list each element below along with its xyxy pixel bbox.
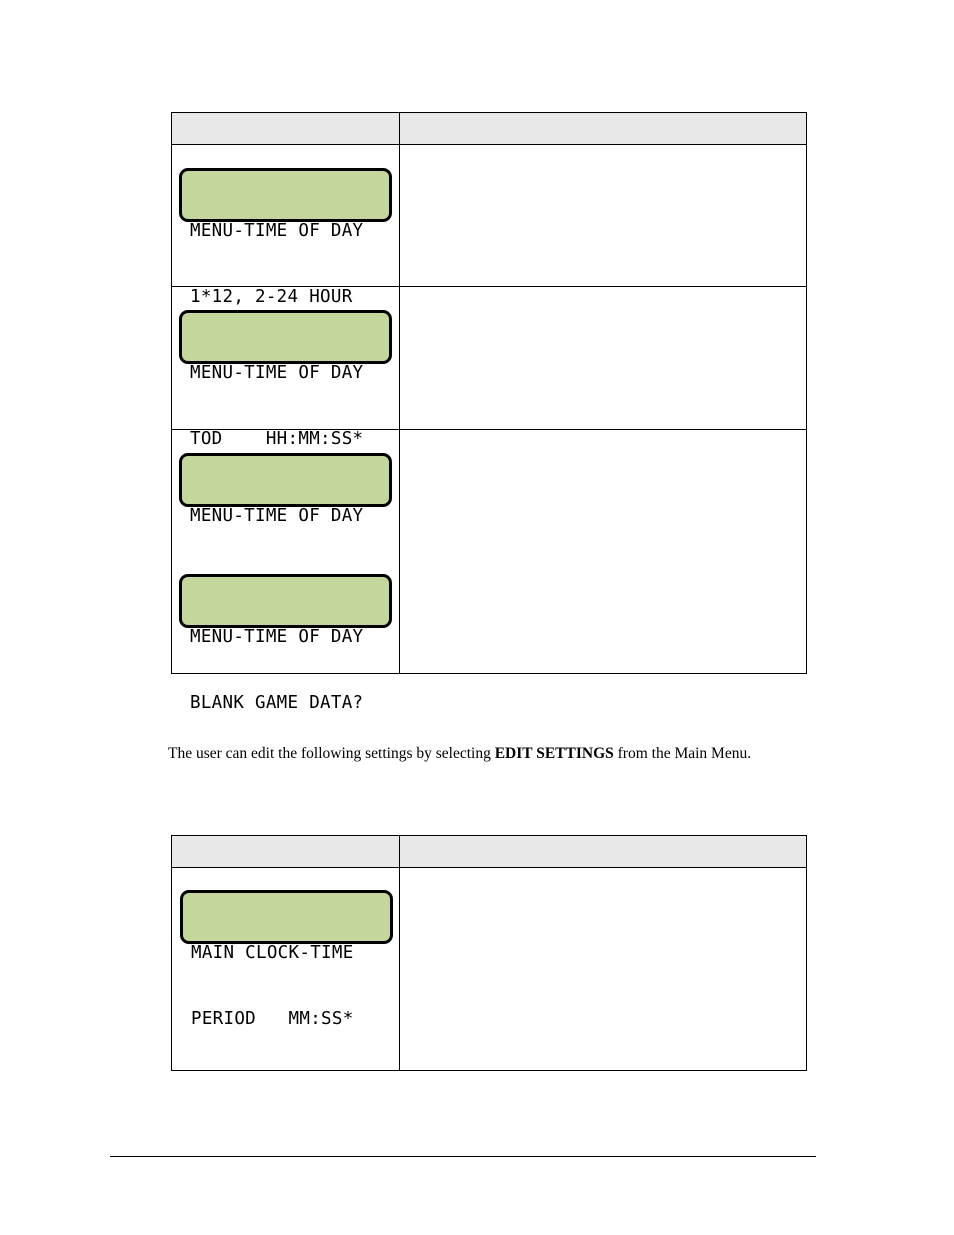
lcd-line-2: 1*12, 2-24 HOUR	[190, 287, 353, 307]
lcd-display-game-tod	[179, 453, 392, 526]
display-cell	[172, 430, 400, 713]
table-header	[172, 836, 806, 868]
table-row	[172, 430, 806, 713]
header-cell-description	[400, 113, 806, 144]
table-row	[172, 145, 806, 307]
lcd-line-1: MENU-TIME OF DAY	[190, 221, 364, 241]
lcd-line-1: MENU-TIME OF DAY	[190, 363, 364, 383]
lcd-line-1: MENU-TIME OF DAY	[190, 506, 364, 526]
lcd-line-2: BLANK GAME DATA?	[190, 693, 364, 713]
footer-divider	[110, 1156, 816, 1157]
description-cell	[400, 868, 806, 1070]
lcd-line-1: MAIN CLOCK-TIME	[191, 943, 354, 963]
description-cell	[400, 145, 806, 286]
lcd-line-2: PERIOD MM:SS*	[191, 1009, 354, 1029]
paragraph-text-before: The user can edit the following settings by selecting	[168, 745, 495, 762]
description-cell	[400, 287, 806, 429]
lcd-line-1: MENU-TIME OF DAY	[190, 627, 364, 647]
edit-settings-table	[171, 835, 807, 1071]
table-row	[172, 868, 806, 1070]
lcd-line-2: TOD HH:MM:SS*	[190, 429, 364, 449]
lcd-display-tod-time	[179, 310, 392, 449]
display-cell	[172, 868, 400, 1070]
header-cell-display	[172, 836, 400, 867]
display-cell	[172, 145, 400, 307]
lcd-display-12-24-hour	[179, 168, 392, 307]
description-cell	[400, 430, 806, 673]
lcd-display-main-clock-time	[180, 890, 393, 1029]
edit-settings-label: EDIT SETTINGS	[494, 745, 614, 762]
header-cell-display	[172, 113, 400, 144]
time-of-day-settings-table	[171, 112, 807, 713]
display-cell	[172, 287, 400, 449]
table-row	[172, 287, 806, 449]
table-header	[172, 113, 806, 145]
edit-settings-intro-paragraph	[168, 744, 848, 764]
header-cell-description	[400, 836, 806, 867]
paragraph-text-after: from the Main Menu.	[613, 745, 752, 762]
lcd-display-blank-game-data	[179, 574, 392, 713]
